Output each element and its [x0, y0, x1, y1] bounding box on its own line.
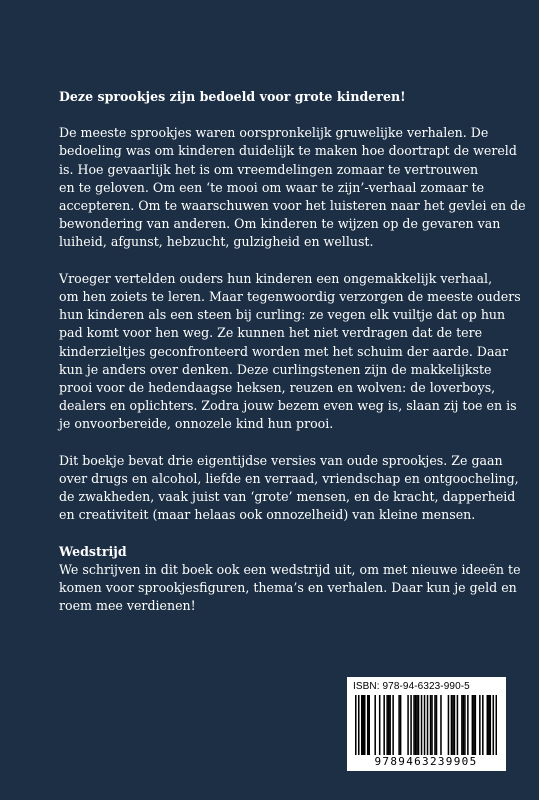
text-line: kun je anders over denken. Deze curlingstenen zijn de makkelijkste: [59, 361, 492, 377]
text-line: en creativiteit (maar helaas ook onnozelheid) van kleine mensen.: [59, 507, 476, 523]
text-line: luiheid, afgunst, hebzucht, gulzigheid en wellust.: [59, 234, 374, 250]
barcode-bar: [379, 695, 381, 755]
barcode-bar: [386, 695, 388, 755]
text-line: De meeste sprookjes waren oorspronkelijk gruwelijke verhalen. De: [59, 125, 489, 141]
barcode-bar: [451, 695, 453, 755]
contest-heading: Wedstrijd: [59, 543, 127, 559]
barcode-bar: [448, 695, 450, 755]
barcode-bar: [392, 695, 394, 755]
barcode-bar: [424, 695, 426, 755]
barcode-bar: [410, 695, 412, 755]
barcode-bar: [415, 695, 417, 755]
barcode-bar: [454, 695, 456, 755]
blurb-heading: Deze sprookjes zijn bedoeld voor grote kinderen!: [59, 89, 406, 104]
blurb-text: [59, 88, 526, 634]
paragraph-3: [59, 452, 519, 525]
text-line: Dit boekje bevat drie eigentijdse versies van oude sprookjes. Ze gaan: [59, 452, 503, 468]
barcode-bar: [368, 695, 370, 755]
barcode-bar: [374, 695, 376, 755]
barcode-bar: [496, 695, 497, 755]
barcode-bar: [430, 695, 432, 755]
barcode-bar: [434, 695, 436, 755]
barcode-bar: [355, 695, 357, 755]
barcode-bar: [431, 695, 433, 755]
barcode-bar: [400, 695, 402, 755]
isbn-label: ISBN: 978-94-6323-990-5: [353, 681, 470, 692]
barcode-bar: [464, 695, 466, 755]
barcode-bar: [482, 695, 484, 755]
barcode-bar: [475, 695, 477, 755]
text-line: hun kinderen als een steen bij curling: ze vegen elk vuiltje dat op hun: [59, 307, 506, 323]
text-line: Vroeger vertelden ouders hun kinderen een ongemakkelijk verhaal,: [59, 270, 493, 286]
text-line: dealers en oplichters. Zodra jouw bezem even weg is, slaan zij toe en is: [59, 398, 517, 414]
text-line: komen voor sprookjesfiguren, thema’s en verhalen. Daar kun je geld en: [59, 580, 517, 596]
barcode-bar: [418, 695, 420, 755]
barcode-bar: [473, 695, 475, 755]
text-line: bedoeling was om kinderen duidelijk te maken hoe doortrapt de wereld: [59, 143, 517, 159]
barcode-bar: [398, 695, 400, 755]
barcode-bar: [362, 695, 364, 755]
barcode-bar: [358, 695, 360, 755]
text-line: is. Hoe gevaarlijk het is om vreemdelingen zomaar te vertrouwen: [59, 161, 479, 177]
barcode-bar: [452, 695, 454, 755]
paragraph-1: [59, 124, 526, 251]
paragraph-2: [59, 270, 521, 434]
isbn-barcode: [347, 677, 506, 771]
text-line: en te geloven. Om een ‘te mooi om waar te zijn’-verhaal zomaar te: [59, 179, 485, 195]
barcode-bar: [388, 695, 390, 755]
barcode-number: 9789463239905: [374, 755, 478, 768]
barcode-bar: [461, 695, 463, 755]
text-line: bewondering van anderen. Om kinderen te wijzen op de gevaren van: [59, 216, 501, 232]
text-line: roem mee verdienen!: [59, 598, 196, 614]
text-line: prooi voor de hedendaagse heksen, reuzen en wolven: de loverboys,: [59, 380, 496, 396]
barcode-bar: [364, 695, 366, 755]
barcode-bar: [488, 695, 490, 755]
barcode-bar: [440, 695, 442, 755]
barcode-bar: [416, 695, 418, 755]
text-line: accepteren. Om te waarschuwen voor het luisteren naar het gevlei en de: [59, 198, 526, 214]
barcode-bar: [472, 695, 474, 755]
barcode-bar: [361, 695, 363, 755]
text-line: pad komt voor hen weg. Ze kunnen het niet verdragen dat de tere: [59, 325, 483, 341]
barcode-bar: [413, 695, 415, 755]
text-line: je onvoorbereide, onnozele kind hun prooi.: [59, 416, 334, 432]
text-line: de zwakheden, vaak juist van ‘grote’ mensen, en de kracht, dapperheid: [59, 489, 516, 505]
text-line: We schrijven in dit boek ook een wedstrijd uit, om met nieuwe ideeën te: [59, 562, 521, 578]
barcode-bar: [493, 695, 495, 755]
text-line: kinderzieltjes geconfronteerd worden met het schuim der aarde. Daar: [59, 343, 509, 359]
barcode-bar: [490, 695, 492, 755]
barcode-bar: [463, 695, 465, 755]
barcode-bar: [436, 695, 438, 755]
barcode-bar: [389, 695, 391, 755]
barcode-bar: [479, 695, 481, 755]
barcode-bar: [427, 695, 429, 755]
barcode-bar: [367, 695, 369, 755]
barcode-bar: [467, 695, 469, 755]
text-line: over drugs en alcohol, liefde en verraad, vriendschap en ontgoocheling,: [59, 471, 519, 487]
contest-paragraph: [59, 561, 521, 616]
text-line: om hen zoiets te leren. Maar tegenwoordig verzorgen de meeste ouders: [59, 289, 521, 305]
barcode-bar: [407, 695, 409, 755]
barcode-bar: [383, 695, 385, 755]
barcode-bars: [355, 695, 497, 755]
barcode-bar: [421, 695, 423, 755]
barcode-bar: [457, 695, 459, 755]
barcode-bar: [487, 695, 489, 755]
